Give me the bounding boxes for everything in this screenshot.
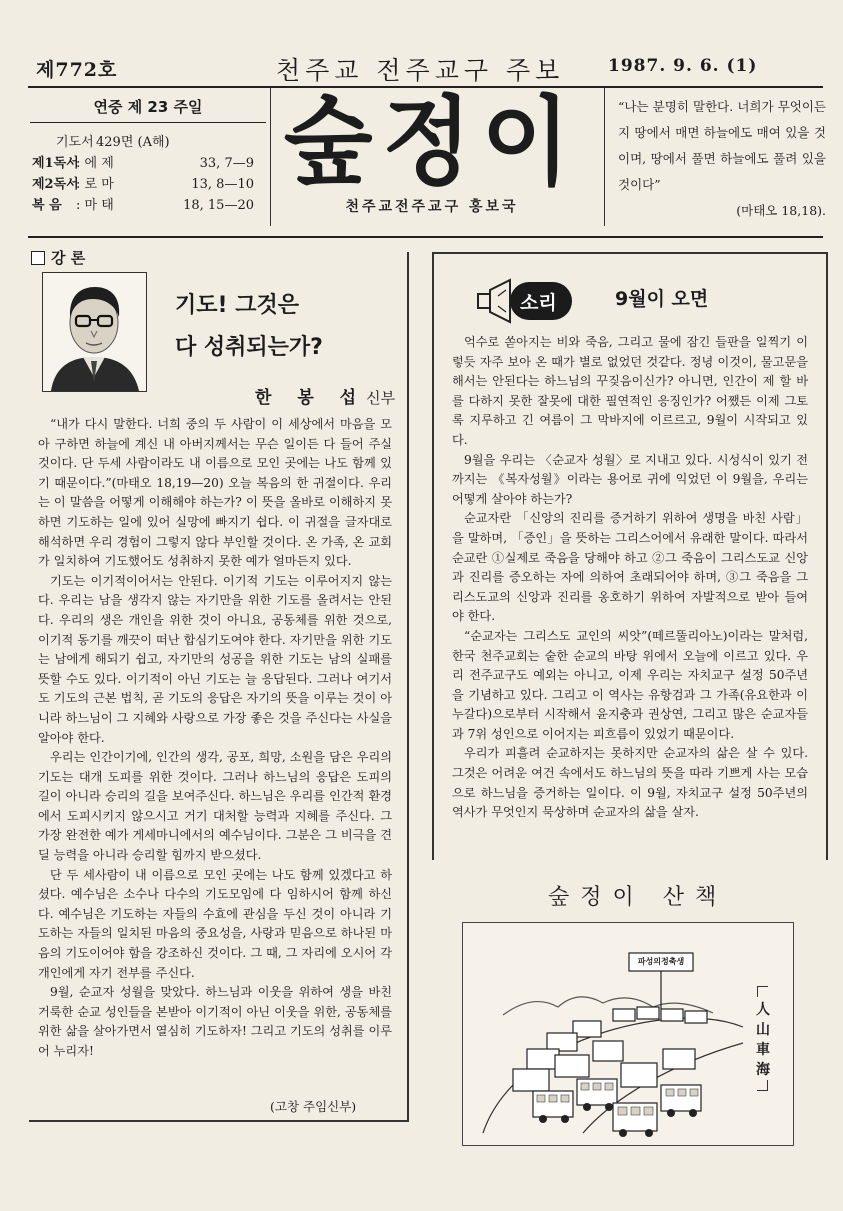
paragraph: 억수로 쏟아지는 비와 죽음, 그리고 물에 잠긴 들판을 일찍기 이렇듯 자주 보아 온 때가 별로 없었던 것같다. 정녕 이것이, 물고문을 해서는 안된다는 하느님의 꾸짖음이신가? 아니면, 인간이 제 할 바를 다하지 못한 잘못에 대한 필연적인 응징인가? 어쨌든 이제 그토록 지루하고 긴 여름이 그 막바지에 이르르고, 9월이 시작되고 있다.: [452, 335, 808, 447]
paragraph: 우리가 피흘려 순교하지는 못하지만 순교자의 삶은 살 수 있다. 그것은 어려운 여건 속에서도 하느님의 뜻을 따라 기쁘게 사는 모습으로 하느님을 증거하는 일이다. 이 9월, 자치교구 설정 50주년의 역사가 무엇인지 묵상하며 순교자의 삶을 살자.: [452, 746, 808, 820]
quote-text: “나는 분명히 말한다. 너희가 무엇이든지 땅에서 매면 하늘에도 매여 있을 것이며, 땅에서 풀면 하늘에도 풀려 있을 것이다”: [618, 99, 826, 192]
caption-bracket-close: [757, 1080, 768, 1091]
reading-book: : 로 마: [76, 177, 114, 192]
column-divider: [604, 88, 605, 226]
reading-book: 429면 (A해): [96, 135, 170, 150]
section-label: [31, 247, 85, 268]
editorial-signoff: (고창 주임신부): [270, 1099, 357, 1114]
scripture-quote: [618, 94, 826, 224]
column-divider: [270, 88, 271, 226]
reading-book: : 마 태: [76, 198, 114, 213]
editorial-title: [175, 285, 395, 369]
editorial-body: [38, 415, 392, 1062]
cartoon-caption: 人山車海: [756, 1002, 770, 1078]
paragraph: “순교자는 그리스도 교인의 씨앗”(떼르뚤리아노)이라는 말처럼, 한국 천주교회는 숱한 순교의 바탕 위에서 오늘에 이르고 있다. 우리 전주교구도 예외는 아니고, 이제 우리는 자치교구 설정 50주년을 기념하고 있다. 그리고 이 역사는 유항검과 그 가족(유요한과 이누갈다)으로부터 시작해서 윤지충과 권상연, 그리고 많은 순교자들과 7위 성인으로 이어지는 피흐름이 있었기 때문이다.: [452, 628, 808, 741]
reading-verse: 33, 7—9: [199, 156, 254, 171]
reading-key: 제1독서: [32, 156, 79, 171]
sori-badge: [476, 276, 576, 326]
cartoon-frame: [462, 922, 794, 1146]
author-byline: [255, 383, 395, 408]
title-line-2: 다 성취되는가?: [175, 335, 323, 360]
paragraph: 기도는 이기적이어서는 안된다. 이기적 기도는 이루어지지 않는다. 우리는 남을 생각지 않는 자기만을 위한 기도를 올려서는 안된다. 우리의 생은 개인을 위한 것이 아니요, 공동체를 위한 것으로, 이기적 동기를 깨끗이 떠난 합심기도여야 한다. 자기만을 위한 기도는 남에게 해되기 쉽고, 자기만의 성공을 위한 기도는 남의 실패를 뜻할 수도 있다. 이기적이 아닌 기도는 늘 응답된다. 그러나 여기서도 기도의 근본 법칙, 곧 기도의 응답은 자기의 뜻을 이루는 것이 아니라 하느님이 그 지혜와 사랑으로 가장 좋은 것을 주신다는 사실을 알아야 한다.: [38, 573, 392, 745]
paper-name: 천주교 전주교구 주보: [276, 56, 565, 85]
paragraph: 9월, 순교자 성월을 맞았다. 하느님과 이웃을 위하여 생을 바친 거룩한 순교 성인들을 본받아 이기적이 아닌 이웃을 위한, 공동체를 위한 삶을 살아가면서 열심히 기도하자! 그리고 기도의 성취를 이루어 누리자!: [38, 985, 392, 1058]
reading-row: [32, 153, 264, 174]
reading-key: 기도서: [56, 135, 94, 150]
sori-label: 소리: [520, 292, 557, 314]
issue-date: 1987. 9. 6. (1): [608, 56, 758, 76]
paragraph: “내가 다시 말한다. 너희 중의 두 사람이 이 세상에서 마음을 모아 구하면 하늘에 계신 내 아버지께서는 무슨 일이든 다 들어 주실 것이다. 단 두세 사람이라도 내 이름으로 모인 곳에는 나도 함께 있기 때문이다.”(마태오 18,19—20) 오늘 복음의 한 귀절이다. 우리는 이 말씀을 어떻게 이해해야 하는가? 이 뜻을 올바로 이해하지 못하면 기도하는 일에 있어 실망에 빠지기 쉽다. 이 귀절을 글자대로 해석하면 우리 경험이 그렇지 않다 부인할 것이다. 온 가족, 온 교회가 일치하여 기도했어도 성취하지 못한 예가 얼마든지 있다.: [38, 417, 392, 569]
reading-key: 제2독서: [32, 177, 79, 192]
paragraph: 순교자란 「신앙의 진리를 증거하기 위하여 생명을 바친 사람」을 말하며, 「증인」을 뜻하는 그리스어에서 유래한 말이다. 따라서 순교란 ①실제로 죽음을 당해야 하고 ②그 죽음이 그리스도교 신앙과 진리를 증오하는 자에 의하여 초래되어야 하며, ③그 죽음을 그리스도교의 신앙과 진리를 옹호하기 위하여 자발적으로 받아 들여야 한다.: [452, 511, 808, 624]
cartoon-sign-text: 파성의정축생: [637, 957, 685, 966]
reading-verse: [206, 132, 264, 153]
section-label-text: 강 론: [51, 249, 86, 267]
masthead: [272, 88, 592, 216]
section-rule: [28, 236, 823, 238]
reading-book: : 에 제: [76, 156, 114, 171]
author-photo: [42, 272, 147, 392]
column-title: 9월이 오면: [615, 288, 709, 310]
readings-list: [32, 132, 264, 216]
reading-row: [32, 174, 264, 195]
author-title: 신부: [366, 389, 396, 407]
author-name: 한 봉 섭: [255, 388, 367, 408]
issue-number: 제772호: [36, 59, 118, 81]
title-line-1: 기도! 그것은: [175, 293, 299, 318]
portrait-icon: [43, 273, 146, 391]
checkbox-square-icon: [31, 251, 45, 265]
caption-bracket-open: [757, 986, 768, 997]
paragraph: 우리는 인간이기에, 인간의 생각, 공포, 희망, 소원을 담은 우리의 기도는 대개 도피를 위한 것이다. 그러나 하느님의 응답은 도피의 길이 아니라 승리의 길을 보여주신다. 하느님은 우리를 인간적 환경에서 도피시키지 않으시고 거기 대처할 능력과 지혜를 주신다. 그 가장 완전한 예가 게세마니에서의 예수님이다. 그분은 그 비극을 견딜 능력을 아니라 승리할 힘까지 받으셨다.: [38, 750, 392, 863]
paragraph: 9월을 우리는 〈순교자 성월〉로 지내고 있다. 시성식이 있기 전까지는 《복자성월》이라는 용어로 귀에 익었던 이 9월을, 우리는 어떻게 살아야 하는가?: [452, 452, 808, 506]
walk-title: 숲정이 산책: [548, 885, 728, 910]
reading-key: 복 음: [32, 198, 62, 213]
column-body: [452, 333, 808, 823]
reading-row: [32, 132, 264, 153]
masthead-title: 숲정이: [283, 86, 581, 199]
traffic-jam-illustration: [463, 923, 793, 1145]
reading-verse: 18, 15—20: [183, 198, 254, 213]
liturgy-box: [30, 92, 266, 226]
paragraph: 단 두 세사람이 내 이름으로 모인 곳에는 나도 함께 있겠다고 하셨다. 예수님은 소수나 다수의 기도모임에 다 임하시어 함께 하신다. 예수님은 기도하는 자들의 수효에 관심을 두신 것이 아니라 기도하는 자들의 일치된 마음의 중요성을, 사랑과 믿음으로 하나된 마음의 기도이어야 함을 강조하신 것이다. 그 때, 그 자리에 오시어 각 개인에게 자기 전부를 주신다.: [38, 867, 392, 980]
reading-verse: 13, 8—10: [191, 177, 254, 192]
liturgical-week: 연중 제 23 주일: [30, 92, 266, 123]
reading-row: [32, 195, 264, 216]
quote-reference: (마태오 18,18).: [736, 203, 826, 218]
masthead-subtitle: 천주교전주교구 홍보국: [345, 199, 519, 215]
